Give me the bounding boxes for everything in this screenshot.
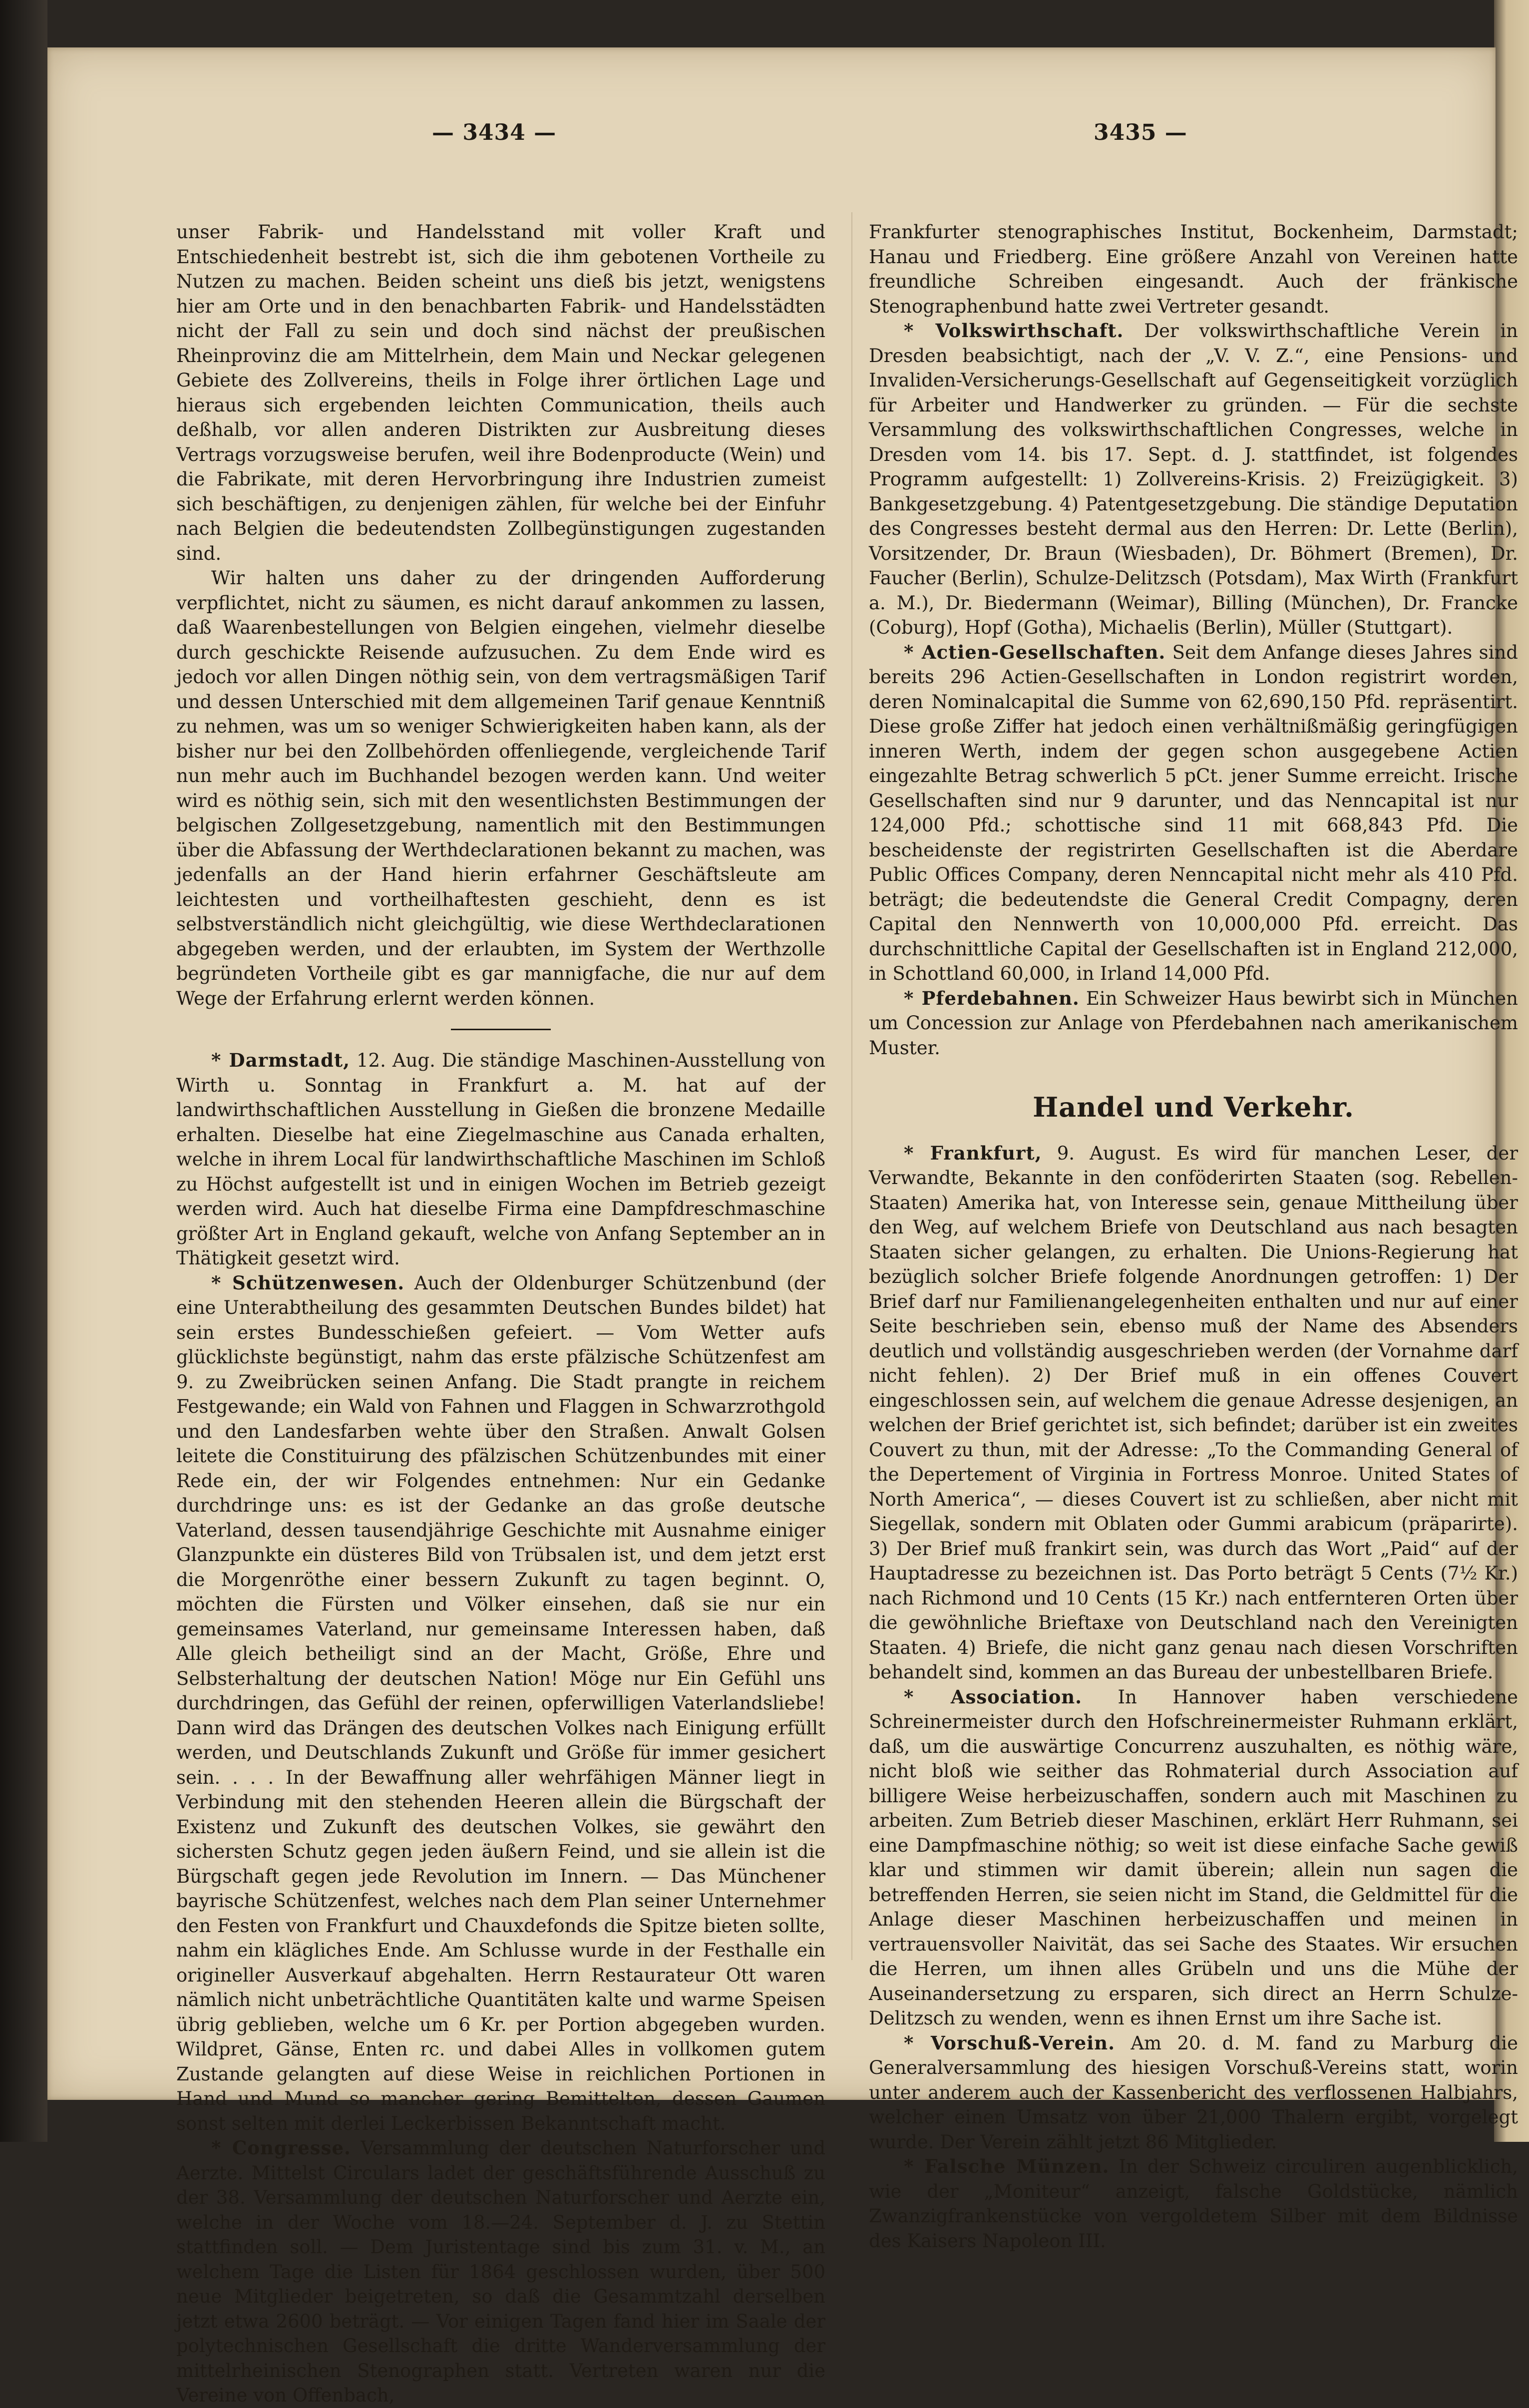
section-rule (451, 1029, 551, 1030)
muenzen-heading: * Falsche Münzen. (904, 2155, 1110, 2177)
section-title-handel: Handel und Verkehr. (1033, 1091, 1354, 1123)
page-number-left: — 3434 — (432, 120, 557, 145)
association-heading: * Association. (904, 1685, 1083, 1708)
muenzen-item (869, 2154, 1518, 2253)
schuetzenwesen-heading: * Schützenwesen. (211, 1271, 405, 1294)
vorschuss-text: Am 20. d. M. fand zu Marburg die Generalversammlung des hiesigen Vorschuß-Vereins statt, worin unter anderem auch der Kassenbericht des verflossenen Halbjahrs, welcher einen Umsatz von über 21,000 Thalern ergibt, vorgelegt wurde. Der Verein zählt jetzt 86 Mitglieder. (869, 2032, 1519, 2153)
darmstadt-text: 12. Aug. Die ständige Maschinen-Ausstellung von Wirth u. Sonntag in Frankfurt a. M. hat auf der landwirthschaftlichen Ausstellung in Gießen die bronzene Medaille erhalten. Dieselbe hat eine Ziegelmaschine aus Canada erhalten, welche in ihrem Local für landwirthschaftliche Maschinen im Schloß zu Höchst aufgestellt ist und in einigen Wochen im Betrieb gezeigt werden wird. Auch hat dieselbe Firma eine Dampfdreschmaschine größter Art in England gekauft, welche von Anfang September an in Thätigkeit gesetzt wird. (176, 1050, 825, 1269)
association-item (869, 1685, 1518, 2031)
darmstadt-item (176, 1048, 825, 1271)
frankfurt-item (869, 1141, 1518, 1685)
muenzen-text: In der Schweiz circuliren augenblicklich, wie der „Moniteur“ anzeigt, falsche Goldstücke, nämlich Zwanzigfrankenstücke von vergoldetem Silber mit dem Bildnisse des Kaisers Napoleon III. (869, 2156, 1519, 2252)
frankfurt-text: 9. August. Es wird für manchen Leser, der Verwandte, Bekannte in den conföderirten Staaten (sog. Rebellen-Staaten) Amerika hat, von Interesse sein, genaue Mittheilung über den Weg, auf welchem Briefe von Deutschland aus nach besagten Staaten sicher gelangen, zu erhalten. Die Unions-Regierung hat bezüglich solcher Briefe folgende Anordnungen getroffen: 1) Der Brief darf nur Familienangelegenheiten enthalten und nur auf einer Seite beschrieben sein, ebenso muß der Name des Absenders deutlich und vollständig ausgeschrieben werden (der Vornahme darf nicht fehlen). 2) Der Brief muß in ein offenes Couvert eingeschlossen sein, auf welchem die genaue Adresse desjenigen, an welchen der Brief gerichtet ist, sich befindet; darüber ist ein zweites Couvert zu thun, mit der Adresse: „To the Commanding General of the Depertement of Virginia in Fortress Monroe. United States of North America“, — dieses Couvert ist zu schließen, aber nicht mit Siegellak, sondern mit Oblaten oder Gummi arabicum (präparirte). 3) Der Brief muß frankirt sein, was durch das Wort „Paid“ auf der Hauptadresse zu bezeichnen ist. Das Porto beträgt 5 Cents (7½ Kr.) nach Richmond und 10 Cents (15 Kr.) nach entfernteren Orten über die gewöhnliche Brieftaxe von Deutschland nach den Vereinigten Staaten. 4) Briefe, die nicht ganz genau nach diesen Vorschriften behandelt sind, kommen an das Bureau der unbestellbaren Briefe. (869, 1142, 1519, 1683)
pferdebahnen-heading: * Pferdebahnen. (904, 987, 1080, 1009)
column-divider (851, 212, 852, 1960)
schuetzenwesen-item (176, 1271, 825, 2136)
right-column (869, 220, 1519, 2252)
actien-item (869, 640, 1518, 986)
page-number-right: 3435 — (1094, 120, 1187, 145)
darmstadt-heading: * Darmstadt, (211, 1049, 350, 1071)
congresse-text: Versammlung der deutschen Naturforscher und Aerzte. Mittelst Circulars ladet der geschäftsführende Ausschuß zu der 38. Versammlung der deutschen Naturforscher und Aerzte ein, welche in der Woche vom 18.—24. September d. J. zu Stettin stattfinden soll. — Dem Juristentage sind bis zum 31. v. M., an welchem Tage die Listen für 1864 geschlossen wurden, über 500 neue Mitglieder beigetreten, so daß die Gesammtzahl derselben jetzt etwa 2600 beträgt. — Vor einigen Tagen fand hier im Saale der polytechnischen Gesellschaft die dritte Wanderversammlung der mittelrheinischen Stenographen statt. Vertreten waren nur die Vereine von Offenbach, (176, 2137, 826, 2406)
schuetzenwesen-text: Auch der Oldenburger Schützenbund (der eine Unterabtheilung des gesammten Deutschen Bundes bildet) hat sein erstes Bundesschießen gefeiert. — Vom Wetter aufs glücklichste begünstigt, nahm das erste pfälzische Schützenfest am 9. zu Zweibrücken seinen Anfang. Die Stadt prangte in reichem Festgewande; ein Wald von Fahnen und Flaggen in Schwarzrothgold und den Landesfarben wehte über den Straßen. Anwalt Golsen leitete die Constituirung des pfälzischen Schützenbundes mit einer Rede ein, der wir Folgendes entnehmen: Nur ein Gedanke durchdringe uns: es ist der Gedanke an das große deutsche Vaterland, dessen tausendjährige Geschichte mit Ausnahme einiger Glanzpunkte ein düsteres Bild von Trübsalen ist, und dem jetzt erst die Morgenröthe einer bessern Zukunft zu tagen beginnt. O, möchten die Fürsten und Völker einsehen, daß sie nur ein gemeinsames Vaterland, nur gemeinsame Interessen haben, daß Alle gleich betheiligt sind an der Macht, Größe, Ehre und Selbsterhaltung der deutschen Nation! Möge nur Ein Gefühl uns durchdringen, das Gefühl der reinen, opferwilligen Vaterlandsliebe! Dann wird das Drängen des deutschen Volkes nach Einigung erfüllt werden, und Deutschlands Zukunft und Größe für immer gesichert sein. . . . In der Bewaffnung aller wehrfähigen Männer liegt in Verbindung mit den stehenden Heeren allein die Bürgschaft der Existenz und Zukunft des deutschen Volkes, sie gewährt den sichersten Schutz gegen jeden äußern Feind, und sie allein ist die Bürgschaft gegen jede Revolution im Innern. — Das Münchener bayrische Schützenfest, welches nach dem Plan seiner Unternehmer den Festen von Frankfurt und Chauxdefonds die Spitze bieten sollte, nahm ein klägliches Ende. Am Schlusse wurde in der Festhalle ein origineller Ausverkauf abgehalten. Herrn Restaurateur Ott waren nämlich nicht unbeträchtliche Quantitäten kalte und warme Speisen übrig geblieben, welche um 6 Kr. per Portion abgegeben wurden. Wildpret, Gänse, Enten rc. und dabei Alles in vollkomen gutem Zustande gelangten auf diese Weise in reichlichen Portionen in Hand und Mund so mancher gering Bemittelten, dessen Gaumen sonst selten mit derlei Leckerbissen Bekanntschaft macht. (176, 1272, 826, 2134)
frankfurt-heading: * Frankfurt, (904, 1142, 1042, 1164)
actien-heading: * Actien-Gesellschaften. (904, 641, 1166, 663)
volkswirthschaft-item (869, 319, 1518, 640)
actien-text: Seit dem Anfange dieses Jahres sind bereits 296 Actien-Gesellschaften in London registrirt worden, deren Nominalcapital die Summe von 62,690,150 Pfd. repräsentirt. Diese große Ziffer hat jedoch einen verhältnißmäßig geringfügigen inneren Werth, indem der gegen schon ausgegebene Actien eingezahlte Betrag schwerlich 5 pCt. jener Summe erreicht. Irische Gesellschaften sind nur 9 darunter, und das Nenncapital ist nur 124,000 Pfd.; schottische sind 11 mit 668,843 Pfd. Die bescheidenste der registrirten Gesellschaften ist die Aberdare Public Offices Company, deren Nenncapital nicht mehr als 410 Pfd. beträgt; die bedeutendste die General Credit Compagny, deren Capital den Nennwerth von 10,000,000 Pfd. erreicht. Das durchschnittliche Capital der Gesellschaften ist in England 212,000, in Schottland 60,000, in Irland 14,000 Pfd. (869, 641, 1518, 984)
left-intro-paragraph: unser Fabrik- und Handelsstand mit voller Kraft und Entschiedenheit bestrebt ist, sich die ihm gebotenen Vortheile zu Nutzen zu machen. Beiden scheint uns dieß bis jetzt, wenigstens hier am Orte und in den benachbarten Fabrik- und Handelsstädten nicht der Fall zu sein und doch sind nächst der preußischen Rheinprovinz die am Mittelrhein, dem Main und Neckar gelegenen Gebiete des Zollvereins, theils in Folge ihrer örtlichen Lage und hieraus sich ergebenden leichten Communication, theils auch deßhalb, vor allen anderen Distrikten zur Ausbreitung dieses Vertrags vorzugsweise berufen, weil ihre Bodenproducte (Wein) und die Fabrikate, mit deren Hervorbringung ihre Industrien zumeist sich beschäftigen, zu denjenigen zählen, für welche bei der Einfuhr nach Belgien die bedeutendsten Zollbegünstigungen zugestanden sind. (176, 221, 825, 564)
congresse-item (176, 2136, 825, 2408)
appeal-paragraph: Wir halten uns daher zu der dringenden Aufforderung verpflichtet, nicht zu säumen, es nicht darauf ankommen zu lassen, daß Waarenbestellungen von Belgien eingehen, vielmehr dieselbe durch geschickte Reisende aufzusuchen. Zu dem Ende wird es jedoch vor allen Dingen nöthig sein, von dem vertragsmäßigen Tarif und dessen Unterschied mit dem allgemeinen Tarif genaue Kenntniß zu nehmen, was um so weniger Schwierigkeiten haben kann, als der bisher nur bei den Zollbehörden offenliegende, vergleichende Tarif nun mehr auch im Buchhandel bezogen werden kann. Und weiter wird es nöthig sein, sich mit den wesentlichsten Bestimmungen der belgischen Zollgesetzgebung, namentlich mit den Bestimmungen über die Abfassung der Werthdeclarationen bekannt zu machen, was jedenfalls an der Hand hierin erfahrner Geschäftsleute am leichtesten und vortheilhaftesten geschieht, denn es ist selbstverständlich nicht gleichgültig, wie diese Werthdeclarationen abgegeben werden, und der erlaubten, im System der Werthzolle begründeten Vortheile gibt es gar mannigfache, die nur auf dem Wege der Erfahrung erlernt werden können. (176, 567, 825, 1009)
scan-dark-edge (0, 0, 47, 2142)
vorschuss-heading: * Vorschuß-Verein. (904, 2031, 1115, 2054)
vorschuss-item (869, 2031, 1518, 2155)
pferdebahnen-item (869, 986, 1518, 1061)
congresse-heading: * Congresse. (211, 2137, 351, 2159)
pferdebahnen-text: Ein Schweizer Haus bewirbt sich in München um Concession zur Anlage von Pferdebahnen nach amerikanischem Muster. (869, 987, 1518, 1059)
volkswirthschaft-text: Der volkswirthschaftliche Verein in Dresden beabsichtigt, nach der „V. V. Z.“, eine Pensions- und Invaliden-Versicherungs-Gesellschaft auf Gegenseitigkeit vorzüglich für Arbeiter und Handwerker zu gründen. — Für die sechste Versammlung des volkswirthschaftlichen Congresses, welche in Dresden vom 14. bis 17. Sept. d. J. stattfindet, ist folgendes Programm aufgestellt: 1) Zollvereins-Krisis. 2) Freizügigkeit. 3) Bankgesetzgebung. 4) Patentgesetzgebung. Die ständige Deputation des Congresses besteht dermal aus den Herren: Dr. Lette (Berlin), Vorsitzender, Dr. Braun (Wiesbaden), Dr. Böhmert (Bremen), Dr. Faucher (Berlin), Schulze-Delitzsch (Potsdam), Max Wirth (Frankfurt a. M.), Dr. Biedermann (Weimar), Billing (München), Dr. Francke (Coburg), Hopf (Gotha), Michaelis (Berlin), Müller (Stuttgart). (869, 320, 1518, 638)
volkswirthschaft-heading: * Volkswirthschaft. (904, 320, 1124, 342)
right-intro-paragraph: Frankfurter stenographisches Institut, Bockenheim, Darmstadt; Hanau und Friedberg. Eine größere Anzahl von Vereinen hatte freundliche Schreiben eingesandt. Auch der fränkische Stenographenbund hatte zwei Vertreter gesandt. (869, 221, 1518, 317)
left-column (176, 220, 826, 2406)
newspaper-page (47, 47, 1519, 2406)
association-text: In Hannover haben verschiedene Schreinermeister durch den Hofschreinermeister Ruhmann erklärt, daß, um die auswärtige Concurrenz auszuhalten, es nöthig wäre, nicht bloß wie seither das Rohmaterial durch Association auf billigere Weise herbeizuschaffen, sondern auch mit Maschinen zu arbeiten. Zum Betrieb dieser Maschinen, erklärt Herr Ruhmann, sei eine Dampfmaschine nöthig; so weit ist diese einfache Sache gewiß klar und stimmen wir damit überein; allein nun sagen die betreffenden Herren, sie seien nicht im Stand, die Geldmittel für die Anlage dieser Maschinen herbeizuschaffen und meinen in vertrauensvoller Naivität, das sei Sache des Staates. Wir ersuchen die Herren, um ihnen alles Grübeln und uns die Mühe der Auseinandersetzung zu ersparen, sich direct an Herrn Schulze-Delitzsch zu wenden, wenn es ihnen Ernst um ihre Sache ist. (869, 1686, 1519, 2029)
